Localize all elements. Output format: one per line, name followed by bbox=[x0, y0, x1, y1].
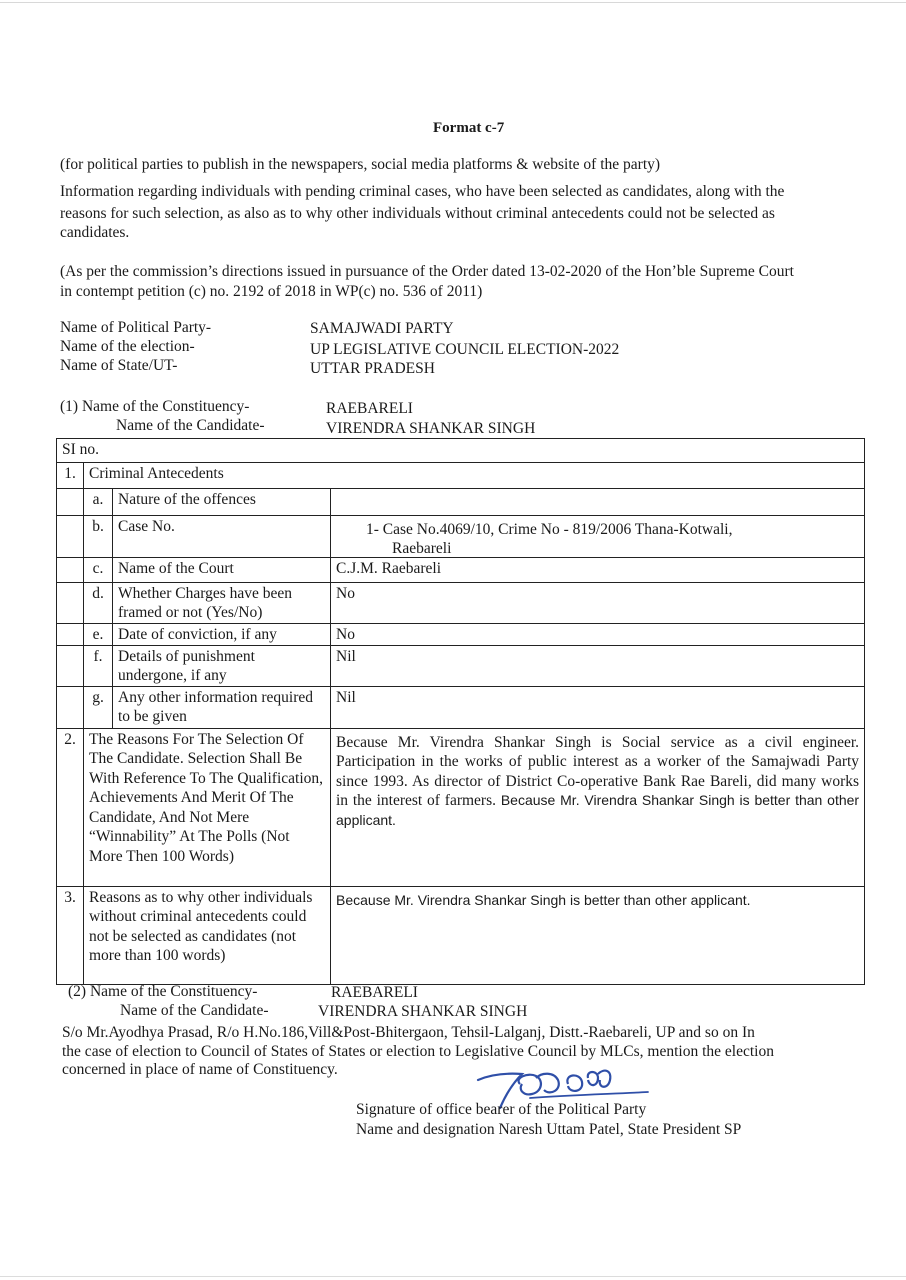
designation-line: Name and designation Naresh Uttam Patel, State President SP bbox=[356, 1121, 742, 1138]
blank-cell bbox=[57, 686, 84, 728]
state-label: Name of State/UT- bbox=[60, 357, 178, 374]
order-line-2: in contempt petition (c) no. 2192 of 2018 in WP(c) no. 536 of 2011) bbox=[60, 283, 483, 300]
scan-top-edge bbox=[0, 2, 906, 3]
selection-reasons-value bbox=[331, 728, 865, 886]
intro-line-3: reasons for such selection, as also as to why other individuals without criminal antecedents could not be selected as bbox=[60, 205, 775, 222]
other-individuals-label: Reasons as to why other individuals without criminal antecedents could not be selected as candidates (not more than 100 words) bbox=[84, 886, 331, 984]
item-label: Nature of the offences bbox=[113, 489, 331, 516]
item-letter: c. bbox=[84, 557, 113, 582]
party-value: SAMAJWADI PARTY bbox=[310, 320, 454, 337]
candidate-value-2: VIRENDRA SHANKAR SINGH bbox=[318, 1003, 528, 1020]
item-value: No bbox=[331, 582, 865, 623]
blank-cell bbox=[57, 516, 84, 558]
intro-line-2: Information regarding individuals with pending criminal cases, who have been selected as candidates, along with the bbox=[60, 183, 785, 200]
row-number: 2. bbox=[57, 728, 84, 886]
item-label: Name of the Court bbox=[113, 557, 331, 582]
selection-reasons-text-sans: Because Mr. Virendra Shankar Singh is better than other applicant. bbox=[336, 792, 860, 828]
constituency-label-2: (2) Name of the Constituency- bbox=[68, 983, 258, 1000]
item-value: Nil bbox=[331, 645, 865, 686]
blank-cell bbox=[57, 489, 84, 516]
item-letter: b. bbox=[84, 516, 113, 558]
case-number-line-2: Raebareli bbox=[392, 539, 452, 557]
address-line-3: concerned in place of name of Constituency. bbox=[62, 1061, 338, 1078]
criminal-antecedents-heading: Criminal Antecedents bbox=[84, 463, 865, 489]
item-value: C.J.M. Raebareli bbox=[331, 557, 865, 582]
item-label: Details of punishment undergone, if any bbox=[113, 645, 331, 686]
item-label: Whether Charges have been framed or not (Yes/No) bbox=[113, 582, 331, 623]
format-title: Format c-7 bbox=[433, 120, 505, 136]
intro-line-4: candidates. bbox=[60, 224, 130, 241]
candidate-label-2: Name of the Candidate- bbox=[120, 1002, 269, 1019]
row-number: 1. bbox=[57, 463, 84, 489]
blank-cell bbox=[57, 582, 84, 623]
item-value: No bbox=[331, 623, 865, 645]
case-number-line-1: 1- Case No.4069/10, Crime No - 819/2006 Thana-Kotwali, bbox=[366, 521, 733, 538]
election-value: UP LEGISLATIVE COUNCIL ELECTION-2022 bbox=[310, 341, 620, 358]
state-value: UTTAR PRADESH bbox=[310, 360, 435, 377]
selection-reasons-text: Because Mr. Virendra Shankar Singh is Social service as a civil engineer. Participation in the works of public interest as a worker of the Samajwadi Party since 1993. As director of District Co-operative Bank Rae Bareli, did many works in the interest of farmers. bbox=[336, 733, 860, 809]
blank-cell bbox=[57, 645, 84, 686]
scan-bottom-edge bbox=[0, 1276, 906, 1277]
criminal-antecedents-table bbox=[56, 438, 865, 985]
item-letter: d. bbox=[84, 582, 113, 623]
item-label: Case No. bbox=[113, 516, 331, 558]
address-line-2: the case of election to Council of States of States or election to Legislative Council by MLCs, mention the election bbox=[62, 1043, 774, 1060]
blank-cell bbox=[57, 623, 84, 645]
case-number-cell bbox=[331, 516, 865, 558]
item-letter: f. bbox=[84, 645, 113, 686]
candidate-label-1: Name of the Candidate- bbox=[116, 417, 265, 434]
party-label: Name of Political Party- bbox=[60, 319, 212, 336]
selection-reasons-label: The Reasons For The Selection Of The Candidate. Selection Shall Be With Reference To The Qualification, Achievements And Merit Of The Candidate, And Not Mere “Winnability” At The Polls (Not More Then 100 Words) bbox=[84, 728, 331, 886]
item-value bbox=[331, 489, 865, 516]
order-line-1: (As per the commission’s directions issued in pursuance of the Order dated 13-02-2020 of the Hon’ble Supreme Court bbox=[60, 263, 794, 280]
constituency-value-2: RAEBARELI bbox=[331, 984, 418, 1001]
item-letter: e. bbox=[84, 623, 113, 645]
signature-line: Signature of office bearer of the Political Party bbox=[356, 1101, 647, 1118]
constituency-value-1: RAEBARELI bbox=[326, 400, 413, 417]
slno-header: SI no. bbox=[57, 439, 865, 463]
constituency-label-1: (1) Name of the Constituency- bbox=[60, 398, 250, 415]
blank-cell bbox=[57, 557, 84, 582]
item-label: Date of conviction, if any bbox=[113, 623, 331, 645]
intro-line-1: (for political parties to publish in the newspapers, social media platforms & website of the party) bbox=[60, 156, 661, 173]
candidate-value-1: VIRENDRA SHANKAR SINGH bbox=[326, 420, 536, 437]
item-letter: g. bbox=[84, 686, 113, 728]
row-number: 3. bbox=[57, 886, 84, 984]
item-label: Any other information required to be given bbox=[113, 686, 331, 728]
election-label: Name of the election- bbox=[60, 338, 195, 355]
address-line-1: S/o Mr.Ayodhya Prasad, R/o H.No.186,Vill&Post-Bhitergaon, Tehsil-Lalganj, Distt.-Raebareli, UP and so on In bbox=[62, 1024, 755, 1041]
other-individuals-value: Because Mr. Virendra Shankar Singh is better than other applicant. bbox=[331, 886, 865, 984]
item-letter: a. bbox=[84, 489, 113, 516]
item-value: Nil bbox=[331, 686, 865, 728]
